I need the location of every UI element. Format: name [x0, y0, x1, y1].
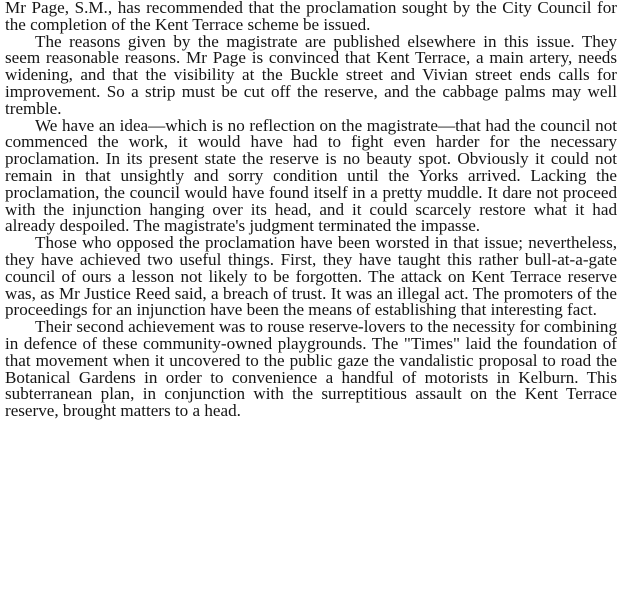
paragraph-3: We have an idea—which is no reflection on the magistrate—that had the council not commenced the work, it would have had to fight even harder for the necessary proclamation. In its present state the reserve is no beauty spot. Obviously it could not remain in that unsightly and sorry condition until the Yorks arrived. Lacking the proclamation, the council would have found itself in a pretty muddle. It dare not proceed with the injunction hanging over its head, and it could scarcely restore what it had already despoiled. The magistrate's judgment terminated the impasse. — [5, 115, 617, 236]
paragraph-4: Those who opposed the proclamation have been worsted in that issue; nevertheless, they have achieved two useful things. First, they have taught this rather bull-at-a-gate council of ours a lesson not likely to be forgotten. The attack on Kent Terrace reserve was, as Mr Justice Reed said, a breach of trust. It was an illegal act. The promoters of the proceedings for an injunction have been the means of establishing that interesting fact. — [5, 233, 617, 320]
article-body — [5, 0, 617, 420]
paragraph-1: Mr Page, S.M., has recommended that the proclamation sought by the City Council for the completion of the Kent Terrace scheme be issued. — [5, 0, 617, 34]
paragraph-2: The reasons given by the magistrate are published elsewhere in this issue. They seem reasonable reasons. Mr Page is convinced that Kent Terrace, a main artery, needs widening, and that the visibility at the Buckle street and Vivian street ends calls for improvement. So a strip must be cut off the reserve, and the cabbage palms may well tremble. — [5, 31, 617, 118]
paragraph-5: Their second achievement was to rouse reserve-lovers to the necessity for combining in defence of these community-owned playgrounds. The "Times" laid the foundation of that movement when it uncovered to the public gaze the vandalistic proposal to road the Botanical Gardens in order to convenience a handful of motorists in Kelburn. This subterranean plan, in conjunction with the surreptitious assault on the Kent Terrace reserve, brought matters to a head. — [5, 317, 617, 421]
